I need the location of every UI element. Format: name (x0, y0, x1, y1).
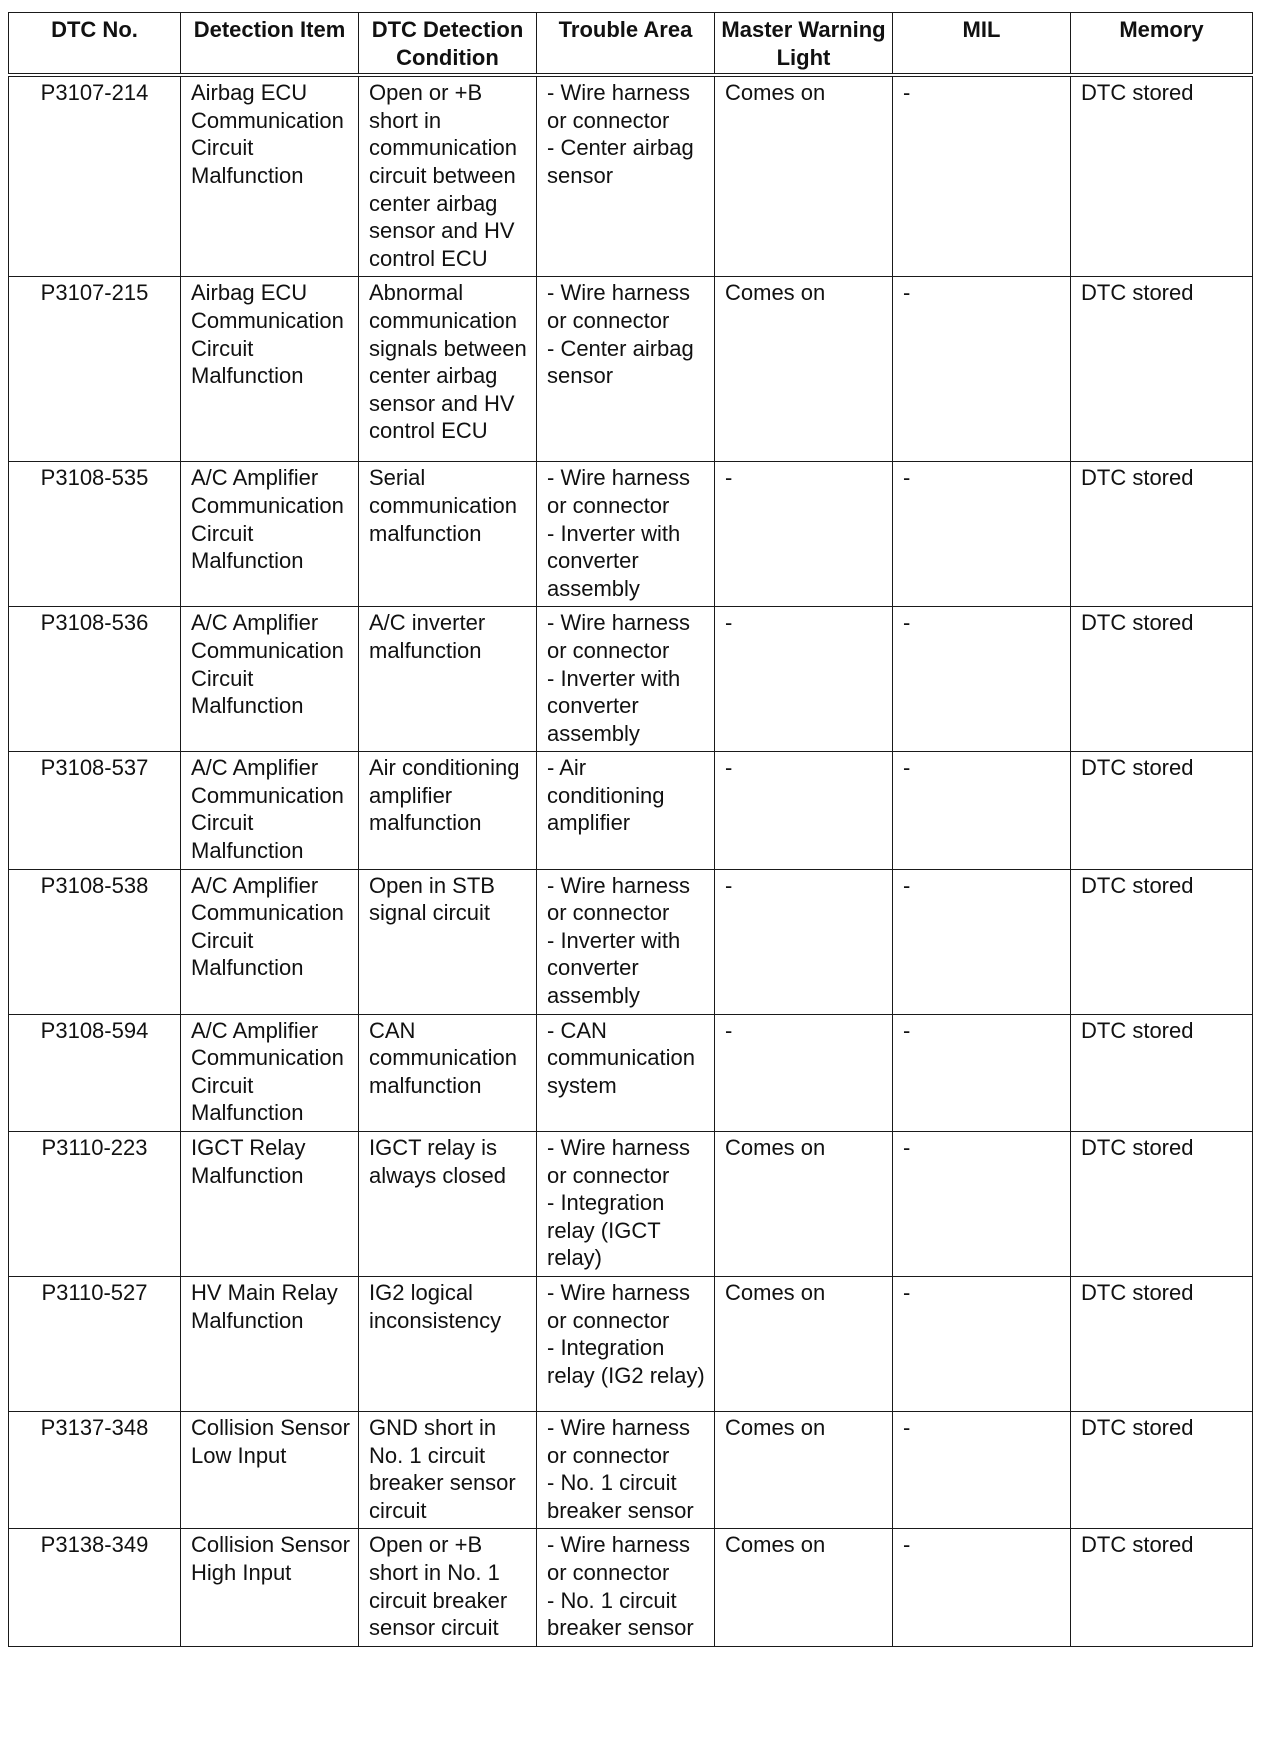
cell-detection-item: A/C Amplifier Communication Circuit Malfunction (181, 752, 359, 869)
cell-trouble-area (537, 1411, 715, 1528)
trouble-area-line: - CAN communication system (547, 1017, 695, 1098)
table-row (9, 277, 1253, 462)
table-row (9, 752, 1253, 869)
cell-memory: DTC stored (1071, 462, 1253, 607)
cell-trouble-area (537, 752, 715, 869)
cell-master-warning-light: Comes on (715, 277, 893, 462)
cell-memory: DTC stored (1071, 1411, 1253, 1528)
trouble-area-line: - Integration relay (IGCT relay) (547, 1190, 665, 1271)
trouble-area-line: - Air conditioning amplifier (547, 755, 665, 836)
cell-memory: DTC stored (1071, 1132, 1253, 1277)
trouble-area-line: - Inverter with converter assembly (547, 665, 681, 746)
cell-detection-item: Airbag ECU Communication Circuit Malfunction (181, 277, 359, 462)
cell-detection-condition: Air conditioning amplifier malfunction (359, 752, 537, 869)
cell-mil: - (893, 1276, 1071, 1411)
table-header (9, 13, 1253, 76)
trouble-area-line: - Wire harness or connector (547, 872, 691, 926)
cell-mil: - (893, 277, 1071, 462)
cell-trouble-area (537, 462, 715, 607)
cell-detection-condition: CAN communication malfunction (359, 1014, 537, 1131)
dtc-table (8, 12, 1253, 1647)
trouble-area-line: - Inverter with converter assembly (547, 927, 681, 1009)
cell-detection-item: Collision Sensor Low Input (181, 1411, 359, 1528)
cell-detection-condition: Open or +B short in communication circuit between center airbag sensor and HV control ECU (359, 75, 537, 277)
trouble-area-line: - No. 1 circuit breaker sensor (547, 1587, 694, 1641)
cell-trouble-area (537, 75, 715, 277)
cell-dtc-no: P3107-215 (9, 277, 181, 462)
cell-dtc-no: P3108-538 (9, 869, 181, 1014)
cell-mil: - (893, 75, 1071, 277)
cell-detection-condition: Serial communication malfunction (359, 462, 537, 607)
cell-memory: DTC stored (1071, 75, 1253, 277)
header-master-warning-light: Master Warning Light (715, 13, 893, 76)
cell-detection-item: A/C Amplifier Communication Circuit Malfunction (181, 462, 359, 607)
cell-detection-item: A/C Amplifier Communication Circuit Malfunction (181, 1014, 359, 1131)
cell-memory: DTC stored (1071, 1014, 1253, 1131)
cell-dtc-no: P3138-349 (9, 1529, 181, 1646)
table-row (9, 75, 1253, 277)
trouble-area-line: - Wire harness or connector (547, 1135, 691, 1188)
cell-master-warning-light: - (715, 752, 893, 869)
table-row (9, 1411, 1253, 1528)
cell-master-warning-light: Comes on (715, 1132, 893, 1277)
table-row (9, 869, 1253, 1014)
trouble-area-line: - Wire harness or connector (547, 610, 691, 663)
cell-mil: - (893, 752, 1071, 869)
trouble-area-line: - Center airbag sensor (547, 135, 694, 188)
table-row (9, 1529, 1253, 1646)
header-memory: Memory (1071, 13, 1253, 76)
cell-master-warning-light: - (715, 462, 893, 607)
table-row (9, 462, 1253, 607)
cell-mil: - (893, 1411, 1071, 1528)
cell-detection-item: Collision Sensor High Input (181, 1529, 359, 1646)
cell-master-warning-light: Comes on (715, 1411, 893, 1528)
trouble-area-line: - Inverter with converter assembly (547, 520, 681, 601)
cell-trouble-area (537, 607, 715, 752)
cell-memory: DTC stored (1071, 1529, 1253, 1646)
cell-trouble-area (537, 277, 715, 462)
table-row (9, 1276, 1253, 1411)
cell-master-warning-light: - (715, 1014, 893, 1131)
trouble-area-line: - Wire harness or connector (547, 1532, 691, 1585)
cell-dtc-no: P3108-594 (9, 1014, 181, 1131)
cell-master-warning-light: Comes on (715, 1529, 893, 1646)
cell-memory: DTC stored (1071, 869, 1253, 1014)
trouble-area-line: - Wire harness or connector (547, 280, 691, 333)
cell-detection-condition: GND short in No. 1 circuit breaker sensor circuit (359, 1411, 537, 1528)
header-mil: MIL (893, 13, 1071, 76)
cell-master-warning-light: Comes on (715, 75, 893, 277)
header-row (9, 13, 1253, 76)
cell-detection-item: Airbag ECU Communication Circuit Malfunction (181, 75, 359, 277)
cell-master-warning-light: - (715, 869, 893, 1014)
cell-memory: DTC stored (1071, 752, 1253, 869)
cell-trouble-area (537, 1132, 715, 1277)
cell-master-warning-light: Comes on (715, 1276, 893, 1411)
cell-master-warning-light: - (715, 607, 893, 752)
header-dtc-no: DTC No. (9, 13, 181, 76)
cell-mil: - (893, 1529, 1071, 1646)
cell-dtc-no: P3108-537 (9, 752, 181, 869)
trouble-area-line: - Center airbag sensor (547, 335, 694, 389)
cell-mil: - (893, 1014, 1071, 1131)
trouble-area-line: - Wire harness or connector (547, 465, 691, 518)
cell-detection-condition: Open or +B short in No. 1 circuit breaker sensor circuit (359, 1529, 537, 1646)
cell-mil: - (893, 1132, 1071, 1277)
cell-detection-item: A/C Amplifier Communication Circuit Malfunction (181, 607, 359, 752)
cell-detection-item: IGCT Relay Malfunction (181, 1132, 359, 1277)
cell-trouble-area (537, 869, 715, 1014)
trouble-area-line: - No. 1 circuit breaker sensor (547, 1470, 694, 1523)
cell-memory: DTC stored (1071, 607, 1253, 752)
trouble-area-line: - Wire harness or connector (547, 1414, 691, 1468)
cell-dtc-no: P3108-536 (9, 607, 181, 752)
table-body (9, 75, 1253, 1646)
header-trouble-area: Trouble Area (537, 13, 715, 76)
cell-dtc-no: P3110-527 (9, 1276, 181, 1411)
cell-trouble-area (537, 1014, 715, 1131)
table-row (9, 1132, 1253, 1277)
cell-memory: DTC stored (1071, 1276, 1253, 1411)
table-row (9, 1014, 1253, 1131)
cell-detection-condition: A/C inverter malfunction (359, 607, 537, 752)
cell-trouble-area (537, 1529, 715, 1646)
cell-detection-condition: Abnormal communication signals between center airbag sensor and HV control ECU (359, 277, 537, 462)
header-dtc-detection-condition: DTC Detection Condition (359, 13, 537, 76)
header-detection-item: Detection Item (181, 13, 359, 76)
cell-memory: DTC stored (1071, 277, 1253, 462)
cell-mil: - (893, 607, 1071, 752)
cell-trouble-area (537, 1276, 715, 1411)
trouble-area-line: - Wire harness or connector (547, 80, 691, 133)
cell-detection-condition: Open in STB signal circuit (359, 869, 537, 1014)
cell-detection-condition: IG2 logical inconsistency (359, 1276, 537, 1411)
cell-dtc-no: P3107-214 (9, 75, 181, 277)
cell-mil: - (893, 869, 1071, 1014)
cell-mil: - (893, 462, 1071, 607)
cell-detection-item: HV Main Relay Malfunction (181, 1276, 359, 1411)
cell-dtc-no: P3108-535 (9, 462, 181, 607)
table-row (9, 607, 1253, 752)
cell-dtc-no: P3137-348 (9, 1411, 181, 1528)
trouble-area-line: - Integration relay (IG2 relay) (547, 1335, 705, 1388)
cell-dtc-no: P3110-223 (9, 1132, 181, 1277)
cell-detection-item: A/C Amplifier Communication Circuit Malfunction (181, 869, 359, 1014)
trouble-area-line: - Wire harness or connector (547, 1279, 691, 1333)
cell-detection-condition: IGCT relay is always closed (359, 1132, 537, 1277)
